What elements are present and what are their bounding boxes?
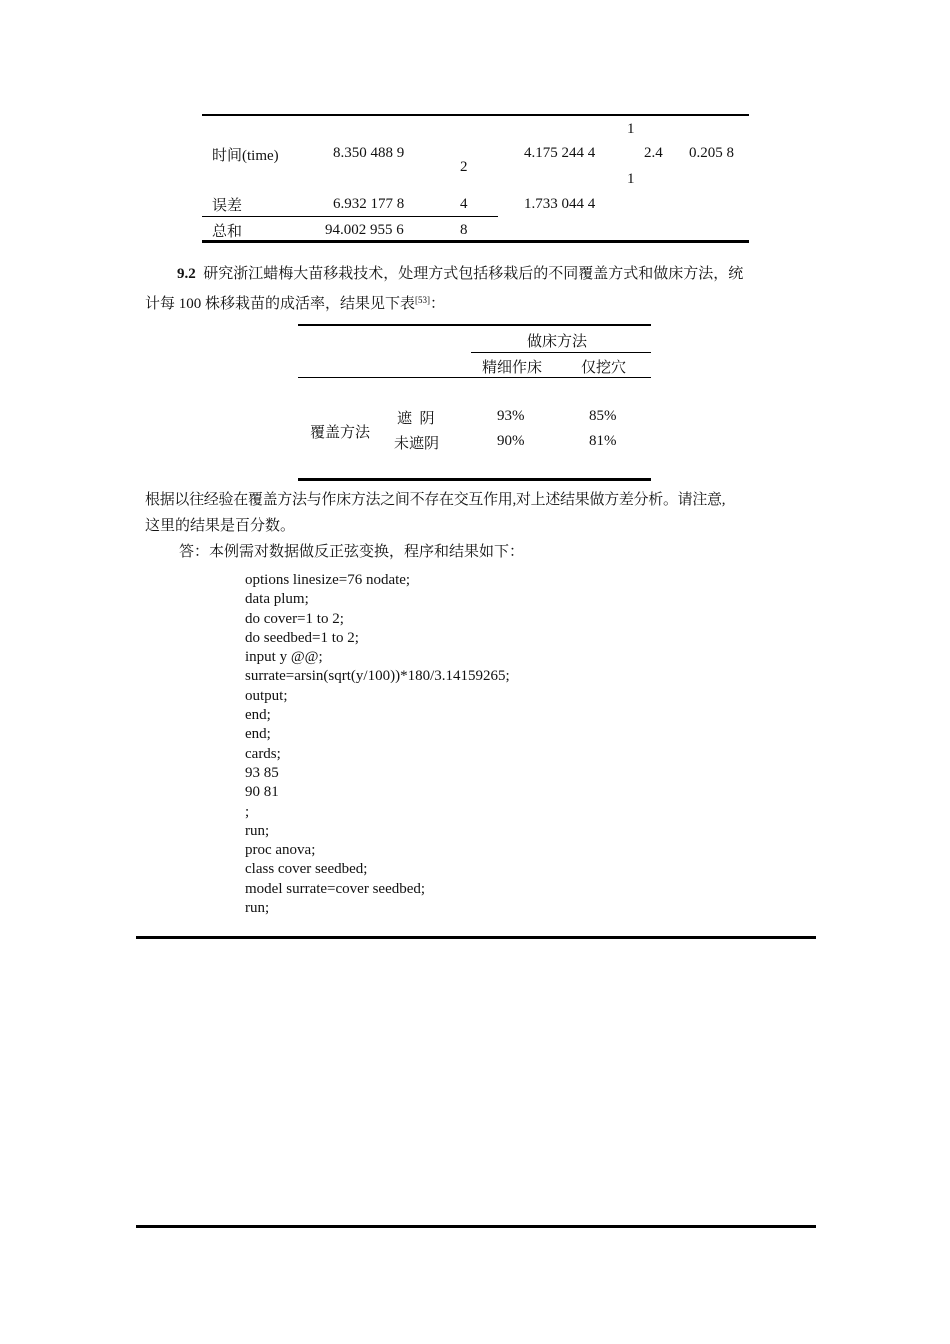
data-table-top-rule (298, 324, 651, 326)
data-table-col1-header: 精细作床 (482, 360, 543, 376)
code-line: do cover=1 to 2; (245, 610, 344, 627)
anova-row-time-df: 2 (460, 159, 468, 175)
code-line: do seedbed=1 to 2; (245, 629, 359, 646)
anova-row-error-df: 4 (460, 196, 468, 212)
code-line: end; (245, 707, 271, 724)
data-table-row1-v2: 85% (589, 408, 617, 424)
anova-bottom-rule (202, 240, 749, 243)
anova-top-rule (202, 114, 749, 116)
code-line: ; (245, 803, 250, 820)
anova-row-time-ms: 4.175 244 4 (524, 145, 596, 161)
code-line: 93 85 (245, 764, 279, 781)
followup-line2: 这里的结果是百分数。 (145, 518, 296, 534)
data-table-group-header: 做床方法 (527, 334, 588, 350)
data-table-group-rule (471, 352, 651, 353)
problem-text-line2-end: ： (430, 296, 446, 312)
data-table-row2-label: 未遮阴 (394, 436, 440, 452)
problem-text-line2: 计每 100 株移栽苗的成活率，结果见下表 (145, 296, 416, 312)
section-bottom-rule (136, 936, 816, 939)
code-line: surrate=arsin(sqrt(y/100))*180/3.14159265; (245, 668, 510, 685)
code-line: run; (245, 900, 270, 917)
anova-row-error-ms: 1.733 044 4 (524, 196, 596, 212)
answer-line: 答：本例需对数据做反正弦变换，程序和结果如下： (179, 544, 525, 560)
data-table-row2-v2: 81% (589, 433, 617, 449)
anova-mid-rule (202, 216, 498, 217)
anova-row-time-source: 时间(time) (212, 148, 279, 164)
anova-row-total-source: 总和 (212, 224, 243, 240)
code-line: 90 81 (245, 784, 279, 801)
code-line: class cover seedbed; (245, 861, 368, 878)
data-table-header-rule (298, 377, 651, 378)
anova-row-time-f-top: 1 (627, 121, 635, 137)
data-table-row1-v1: 93% (497, 408, 525, 424)
anova-row-time-p: 0.205 8 (689, 145, 734, 161)
code-line: proc anova; (245, 842, 316, 859)
code-line: options linesize=76 nodate; (245, 572, 411, 588)
anova-row-error-source: 误差 (212, 198, 243, 214)
anova-row-total-ss: 94.002 955 6 (325, 222, 404, 238)
citation: [53] (415, 295, 431, 305)
sas-code-block (245, 571, 510, 918)
problem-paragraph (145, 261, 813, 317)
followup-paragraph (145, 487, 813, 565)
data-table-row-group: 覆盖方法 (310, 425, 371, 441)
code-line: run; (245, 822, 270, 839)
problem-number: 9.2 (177, 266, 196, 282)
followup-line1: 根据以往经验在覆盖方法与作床方法之间不存在交互作用,对上述结果做方差分析。请注意, (145, 492, 726, 508)
anova-row-time-f: 2.4 (644, 145, 663, 161)
data-table-row2-v1: 90% (497, 433, 525, 449)
data-table-row1-label: 遮 阴 (397, 411, 435, 427)
problem-text-line1: 研究浙江蜡梅大苗移栽技术，处理方式包括移栽后的不同覆盖方式和做床方法，统 (203, 266, 744, 282)
page-footer-rule (136, 1225, 816, 1228)
anova-row-time-f-bottom: 1 (627, 171, 635, 187)
data-table-bottom-rule (298, 478, 651, 481)
data-table-col2-header: 仅挖穴 (581, 360, 627, 376)
anova-row-total-df: 8 (460, 222, 468, 238)
code-line: end; (245, 726, 271, 743)
anova-row-time-ss: 8.350 488 9 (333, 145, 405, 161)
code-line: output; (245, 687, 288, 704)
anova-row-error-ss: 6.932 177 8 (333, 196, 405, 212)
code-line: model surrate=cover seedbed; (245, 880, 426, 897)
code-line: input y @@; (245, 649, 323, 666)
code-line: data plum; (245, 591, 309, 608)
code-line: cards; (245, 745, 281, 762)
